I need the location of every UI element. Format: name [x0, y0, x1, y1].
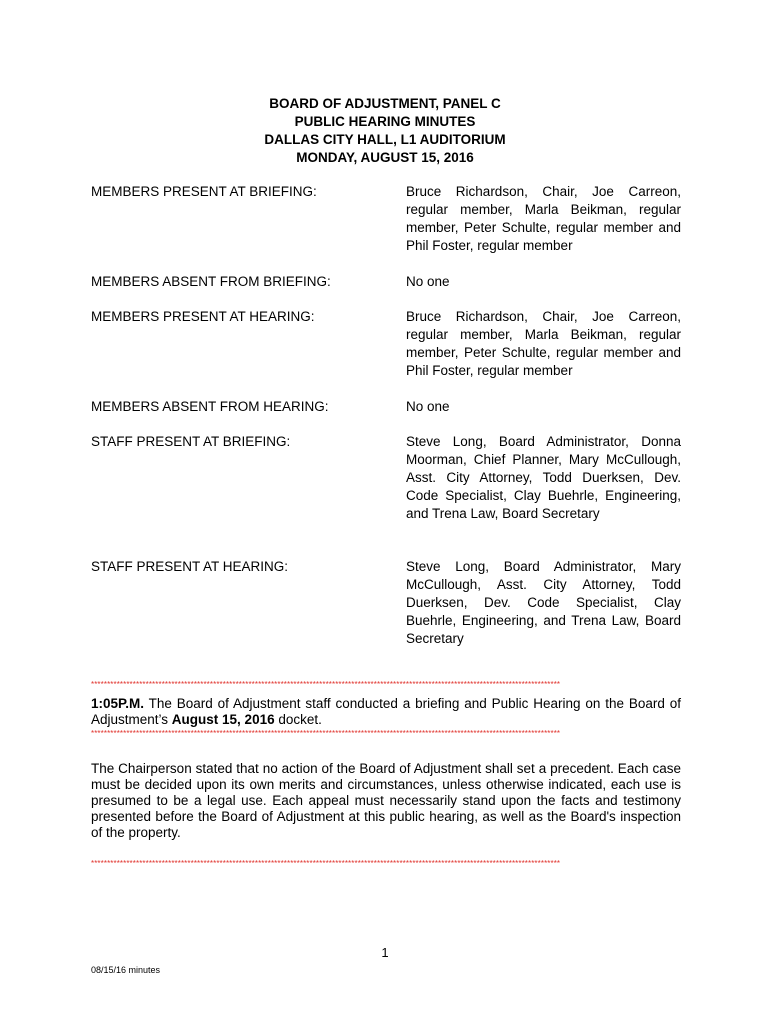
attendance-label: MEMBERS ABSENT FROM HEARING: [91, 399, 329, 414]
separator-line: ************************************************************************************************************************************************** [91, 859, 561, 868]
attendance-label: STAFF PRESENT AT HEARING: [91, 559, 289, 574]
briefing-text-end: docket. [274, 712, 322, 727]
attendance-label: STAFF PRESENT AT BRIEFING: [91, 434, 291, 449]
chairperson-statement: The Chairperson stated that no action of the Board of Adjustment shall set a precedent. Each case must be decided upon its own merits and circumstances, unless otherwise indicated, each use is presumed to be a legal use. Each appeal must necessarily stand upon the facts and testimony presented before the Board of Adjustment at this public hearing, as well as the Board's inspection of the property. [91, 761, 681, 840]
separator-line: ************************************************************************************************************************************************** [91, 729, 561, 738]
attendance-label: MEMBERS PRESENT AT HEARING: [91, 309, 315, 324]
header-minutes-title: PUBLIC HEARING MINUTES [294, 114, 476, 129]
document-header [0, 95, 770, 167]
attendance-value: Bruce Richardson, Chair, Joe Carreon, regular member, Marla Beikman, regular member, Peter Schulte, regular member and Phil Foster, regular member [406, 309, 681, 378]
attendance-value: Bruce Richardson, Chair, Joe Carreon, regular member, Marla Beikman, regular member, Peter Schulte, regular member and Phil Foster, regular member [406, 184, 681, 253]
briefing-date: August 15, 2016 [171, 712, 275, 727]
briefing-time: 1:05P.M. [91, 696, 145, 711]
page-footer: 08/15/16 minutes [91, 965, 161, 975]
attendance-value: Steve Long, Board Administrator, Donna Moorman, Chief Planner, Mary McCullough, Asst. City Attorney, Todd Duerksen, Dev. Code Specialist, Clay Buehrle, Engineering, and Trena Law, Board Secretary [406, 434, 681, 521]
page-number: 1 [381, 945, 389, 960]
separator-line: ************************************************************************************************************************************************** [91, 680, 561, 689]
attendance-value: No one [406, 399, 450, 414]
header-board-title: BOARD OF ADJUSTMENT, PANEL C [269, 96, 501, 111]
briefing-text: The Board of Adjustment staff conducted a briefing and Public Hearing on the Board of Adjustment’s [91, 696, 681, 727]
attendance-label: MEMBERS PRESENT AT BRIEFING: [91, 184, 317, 199]
header-location: DALLAS CITY HALL, L1 AUDITORIUM [264, 132, 506, 147]
attendance-label: MEMBERS ABSENT FROM BRIEFING: [91, 274, 331, 289]
header-date: MONDAY, AUGUST 15, 2016 [296, 150, 474, 165]
attendance-value: No one [406, 274, 450, 289]
briefing-paragraph [91, 696, 681, 728]
attendance-value: Steve Long, Board Administrator, Mary McCullough, Asst. City Attorney, Todd Duerksen, Dev. Code Specialist, Clay Buehrle, Engineering, and Trena Law, Board Secretary [406, 559, 681, 646]
